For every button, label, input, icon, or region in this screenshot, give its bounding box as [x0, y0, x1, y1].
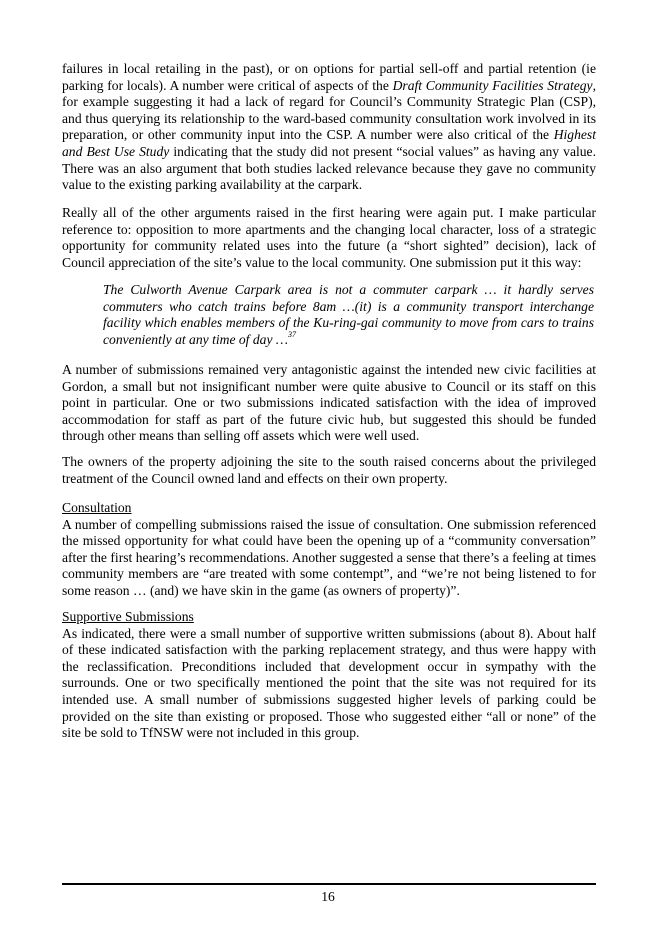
paragraph-text: failures in local retailing in the past), or on options for partial sell-off and partial retention (ie parking for locals). A number were critical of aspects of the [62, 61, 596, 93]
paragraph-other-arguments: Really all of the other arguments raised in the first hearing were again put. I make particular reference to: opposition to more apartments and the changing local character, loss of a strategic opportunity for community related uses into the future (a “short sighted” decision), lack of Council appreciation of the site’s value to the local community. One submission put it this way: [62, 205, 596, 270]
paragraph-antagonistic-submissions: A number of submissions remained very antagonistic against the intended new civic facilities at Gordon, a small but not insignificant number were quite abusive to Council or its staff on this point in particular. One or two submissions indicated satisfaction with the idea of improved accommodation for staff as part of the future civic hub, but suggested this should be funded through other means than selling off assets which were well used. [62, 362, 596, 444]
block-quote [103, 282, 594, 348]
footnote-marker: 37 [287, 330, 296, 340]
section-text-consultation: A number of compelling submissions raised the issue of consultation. One submission referenced the missed opportunity for what could have been the opening up of a “community conversation” after the first hearing’s recommendations. Another suggested a sense that there’s a feeling at times community members are “are treated with some contempt”, and “we’re not being listened to for some reason … (and) we have skin in the game (as owners of property)”. [62, 516, 596, 598]
section-supportive-submissions [62, 609, 596, 742]
section-consultation [62, 500, 596, 600]
page-number: 16 [321, 889, 335, 904]
quote-text: The Culworth Avenue Carpark area is not a commuter carpark … it hardly serves commuters who catch trains before 8am …(it) is a community transport interchange facility which enables members of the Ku-ring-gai community to move from cars to trains conveniently at any time of day … [103, 282, 594, 347]
section-heading-consultation: Consultation [62, 500, 132, 515]
footer-rule [62, 883, 596, 885]
paragraph-adjoining-owners: The owners of the property adjoining the site to the south raised concerns about the privileged treatment of the Council owned land and effects on their own property. [62, 454, 596, 486]
document-title-draft-strategy: Draft Community Facilities Strategy [392, 77, 593, 93]
paragraph-text: indicating that the study did not present “social values” as having any value. There was an also argument that both studies lacked relevance because they gave no community value to the existing parking availability at the carpark. [62, 143, 596, 193]
section-heading-supportive: Supportive Submissions [62, 609, 194, 624]
document-title-best-use-study: Highest and Best Use Study [62, 127, 596, 159]
section-text-supportive: As indicated, there were a small number of supportive written submissions (about 8). About half of these indicated satisfaction with the parking replacement strategy, and thus were happy with the reclassification. Preconditions included that development occur in sympathy with the surrounds. One or two specifically mentioned the point that the site was not required for its intended use. A small number of submissions suggested higher levels of parking could be provided on the site than existing or proposed. Those who suggested either “all or none” of the site be sold to TfNSW were not included in this group. [62, 625, 596, 741]
paragraph-text: , for example suggesting it had a lack of regard for Council’s Community Strategic Plan (CSP), and thus querying its relationship to the ward-based community consultation work involved in its preparation, or other community input into the CSP. A number were also critical of the [62, 77, 597, 143]
paragraph-strategy-criticism [62, 61, 596, 194]
